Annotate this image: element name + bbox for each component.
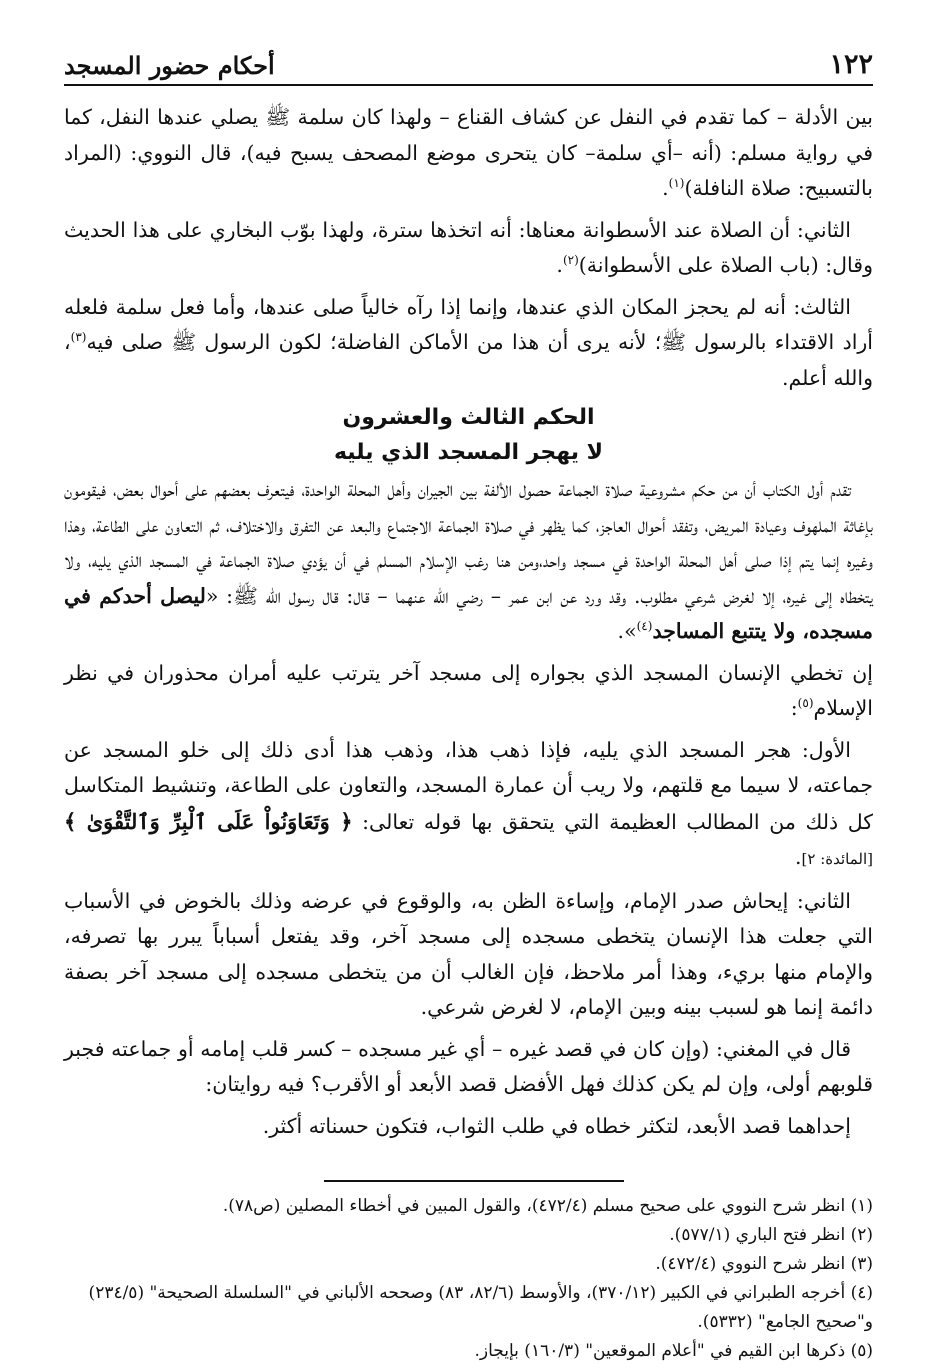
running-header xyxy=(64,38,873,86)
paragraph-text: إن تخطي الإنسان المسجد الذي بجواره إلى مسجد آخر يترتب عليه أمران محذوران في نظر الإسلام xyxy=(64,660,873,720)
paragraph-second-harm xyxy=(64,884,873,1026)
quran-verse: ﴿ وَتَعَاوَنُواْ عَلَى ٱلْبِرِّ وَٱلتَّقْوَىٰ ﴾ xyxy=(64,808,353,834)
paragraph-introduction xyxy=(64,472,873,650)
paragraph-end: : xyxy=(790,696,798,720)
paragraph-text: قال في المغني: (وإن كان في قصد غيره – أي غير مسجده – كسر قلب إمامه أو جماعته فجبر قلوبهم أولى، وإن لم يكن كذلك فهل الأفضل قصد الأبعد أو الأقرب؟ فيه روايتان: xyxy=(64,1036,873,1096)
paragraph-first-harm xyxy=(64,733,873,878)
paragraph-text: إحداهما قصد الأبعد، لتكثر خطاه في طلب الثواب، فتكون حسناته أكثر. xyxy=(262,1113,851,1138)
body-text xyxy=(64,100,873,1144)
paragraph-text: الأول: هجر المسجد الذي يليه، فإذا ذهب هذا، وذهب هذا أدى ذلك إلى خلو المسجد عن جماعته، لا سيما مع قلتهم، ولا ريب أن عمارة المسجد، والتعاون على الطاعة، وتنشيط المتكاسل كل ذلك من المطالب العظيمة التي يتحقق بها قوله تعالى: xyxy=(64,737,873,834)
footnote-separator xyxy=(324,1180,624,1182)
paragraph-text: الثاني: أن الصلاة عند الأسطوانة معناها: أنه اتخذها سترة، ولهذا بوّب البخاري على هذا الحديث وقال: (باب الصلاة على الأسطوانة) xyxy=(64,217,873,277)
footnote-5: (٥) ذكرها ابن القيم في "أعلام الموقعين" (١٦٠/٣) بإيجاز. xyxy=(474,1341,873,1361)
paragraph-end: . xyxy=(662,176,669,200)
footnote-3: (٣) انظر شرح النووي (٤٧٢/٤). xyxy=(655,1254,873,1274)
paragraph-text: الثالث: أنه لم يحجز المكان الذي عندها، وإنما إذا رآه خالياً صلى عندها، وأما فعل سلمة فلعله أراد الاقتداء بالرسول ﷺ؛ لأنه يرى أن هذا من الأماكن الفاضلة؛ لكون الرسول ﷺ صلى فيه xyxy=(64,294,873,354)
paragraph-text: بين الأدلة – كما تقدم في النفل عن كشاف القناع – ولهذا كان سلمة ﷺ يصلي عندها النفل، كما في رواية مسلم: (أنه –أي سلمة– كان يتحرى موضع المصحف يسبح فيه)، قال النووي: (المراد بالتسبيح: صلاة النافلة) xyxy=(64,105,873,200)
paragraph-second-point xyxy=(64,213,873,284)
section-heading-title: لا يهجر المسجد الذي يليه xyxy=(333,440,604,465)
book-title: أحكام حضور المسجد xyxy=(64,51,275,80)
footnote-ref-2[interactable]: (٢) xyxy=(562,253,579,268)
footnote-ref-5[interactable]: (٥) xyxy=(797,696,814,711)
quran-reference: [المائدة: ٢] xyxy=(801,850,873,868)
paragraph-text: تقدم أول الكتاب أن من حكم مشروعية صلاة الجماعة حصول الألفة بين الجيران وأهل المحلة الواحدة، فيتعرف بعضهم على أحوال بعض، فيقومون بإغاثة الملهوف وعيادة المريض، وتفقد أحوال العاجز، كما يظهر في صلاة الجماعة الاجتماع والبعد عن التفرق والاختلاف، ثم التعاون على الطاعة، وهذا وغيره إنما يتم إذا صلى أهل المحلة الواحدة في مسجد واحد،ومن هنا رغب الإسلام المسلم في أن يؤدي صلاة الجماعة في المسجد الذي يليه، ولا يتخطاه إلى غيره، إلا لغرض شرعي مطلوب. وقد ورد عن ابن عمر – رضي الله عنهما – قال: قال رسول الله ﷺ: « xyxy=(64,477,873,608)
paragraph-end: . xyxy=(556,253,563,277)
footnote-4: (٤) أخرجه الطبراني في الكبير (٣٧٠/١٢)، والأوسط (٨٢/٦، ٨٣) وصححه الألباني في "السلسلة الصحيحة" (٢٣٤/٥) و"صحيح الجامع" (٥٣٣٢). xyxy=(88,1283,873,1332)
paragraph-first-narration xyxy=(64,1109,873,1145)
paragraph-end: ». xyxy=(617,619,637,643)
hadith-quote: ليصل أحدكم في مسجده، ولا يتتبع المساجد xyxy=(64,583,873,643)
footnote-2: (٢) انظر فتح الباري (٥٧٧/١). xyxy=(669,1225,873,1245)
paragraph-two-harms xyxy=(64,656,873,727)
paragraph-mughni-quote xyxy=(64,1032,873,1103)
section-heading-number: الحكم الثالث والعشرون xyxy=(342,405,595,430)
paragraph-end: . xyxy=(794,845,802,869)
footnotes xyxy=(64,1192,873,1366)
footnote-separator-wrap xyxy=(64,1150,873,1192)
paragraph-end: ، والله أعلم. xyxy=(64,330,873,390)
paragraph-third-point xyxy=(64,290,873,397)
page-number: ١٢٢ xyxy=(829,49,873,80)
paragraph-text: الثاني: إيحاش صدر الإمام، وإساءة الظن به، والوقوع في عرضه وذلك بالخوض في الأسباب التي جعلت هذا الإنسان يتخطى مسجده إلى مسجد آخر، وقد يفتعل أسباباً يبرر بها تصرفه، والإمام منها بريء، وهذا أمر ملاحظ، فإن الغالب أن من يتخطى مسجده إلى مسجد آخر بصفة دائمة إنما هو لسبب بينه وبين الإمام، لا لغرض شرعي. xyxy=(64,888,873,1019)
footnote-ref-3[interactable]: (٣) xyxy=(70,330,87,345)
footnote-1: (١) انظر شرح النووي على صحيح مسلم (٤٧٢/٤)، والقول المبين في أخطاء المصلين (ص٧٨). xyxy=(222,1196,873,1216)
paragraph-continuation xyxy=(64,100,873,207)
footnote-ref-1[interactable]: (١) xyxy=(668,176,685,191)
footnote-ref-4[interactable]: (٤) xyxy=(636,619,653,634)
